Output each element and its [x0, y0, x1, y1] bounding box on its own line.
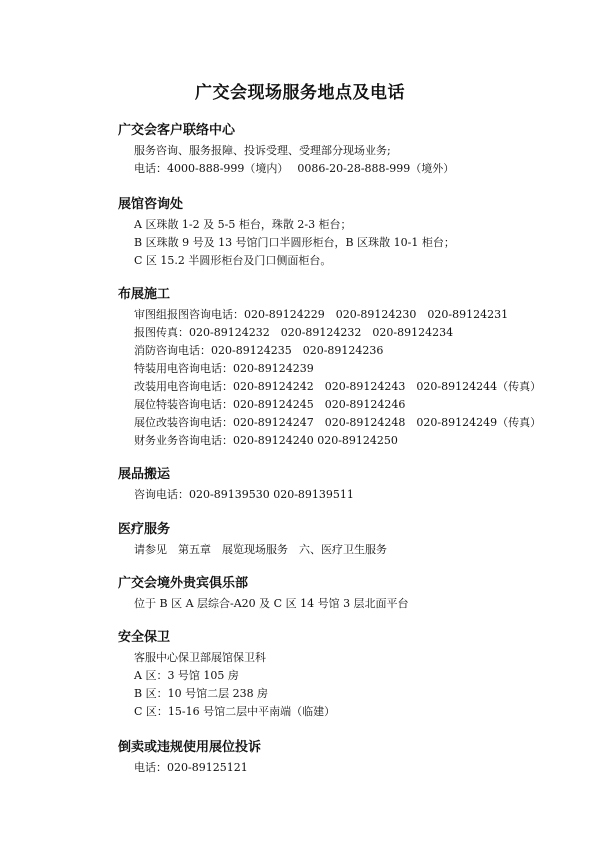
section-medical-service — [118, 521, 558, 559]
section-line: 客服中心保卫部展馆保卫科 — [134, 651, 266, 664]
section-vip-club — [118, 575, 558, 613]
section-line: B 区珠散 9 号及 13 号馆门口半圆形柜台，B 区珠散 10-1 柜台； — [134, 236, 455, 249]
section-line: 请参见 第五章 展览现场服务 六、医疗卫生服务 — [134, 543, 387, 556]
section-line: 电话：020-89125121 — [134, 761, 248, 774]
section-line: 展位特装咨询电话：020-89124245 020-89124246 — [134, 398, 406, 411]
section-heading: 安全保卫 — [118, 630, 171, 645]
section-heading: 布展施工 — [118, 287, 171, 302]
section-customer-contact-center — [118, 122, 558, 178]
section-security — [118, 629, 558, 721]
section-exhibit-transport — [118, 466, 558, 504]
section-line: 展位改装咨询电话：020-89124247 020-89124248 020-89124249（传真） — [134, 416, 542, 429]
section-line: 特装用电咨询电话：020-89124239 — [134, 362, 314, 375]
section-booth-misuse-complaint — [118, 739, 558, 777]
section-heading: 倒卖或违规使用展位投诉 — [118, 740, 262, 755]
section-heading: 医疗服务 — [118, 522, 171, 537]
section-info-desk — [118, 196, 558, 270]
section-line: 改装用电咨询电话：020-89124242 020-89124243 020-89124244（传真） — [134, 380, 542, 393]
section-line: 服务咨询、服务报障、投诉受理、受理部分现场业务; — [134, 144, 391, 157]
section-line: 电话：4000-888-999（境内） 0086-20-28-888-999（境外） — [134, 162, 455, 175]
section-heading: 展馆咨询处 — [118, 197, 184, 212]
section-line: 审图组报图咨询电话：020-89124229 020-89124230 020-89124231 — [134, 308, 509, 321]
section-line: A 区珠散 1-2 及 5-5 柜台，珠散 2-3 柜台； — [134, 218, 352, 231]
page-title: 广交会现场服务地点及电话 — [195, 83, 405, 103]
section-line: 财务业务咨询电话：020-89124240 020-89124250 — [134, 434, 398, 447]
section-line: C 区 15.2 半圆形柜台及门口侧面柜台。 — [134, 254, 332, 267]
section-line: A 区：3 号馆 105 房 — [134, 669, 239, 682]
section-heading: 广交会境外贵宾俱乐部 — [118, 576, 249, 591]
section-line: 位于 B 区 A 层综合-A20 及 C 区 14 号馆 3 层北面平台 — [134, 597, 409, 610]
section-line: 咨询电话：020-89139530 020-89139511 — [134, 488, 354, 501]
section-heading: 广交会客户联络中心 — [118, 123, 236, 138]
section-heading: 展品搬运 — [118, 467, 171, 482]
section-line: 消防咨询电话：020-89124235 020-89124236 — [134, 344, 384, 357]
section-line: C 区：15-16 号馆二层中平南端（临建） — [134, 705, 336, 718]
section-line: 报图传真：020-89124232 020-89124232 020-89124234 — [134, 326, 454, 339]
section-booth-construction — [118, 286, 558, 450]
section-line: B 区：10 号馆二层 238 房 — [134, 687, 269, 700]
